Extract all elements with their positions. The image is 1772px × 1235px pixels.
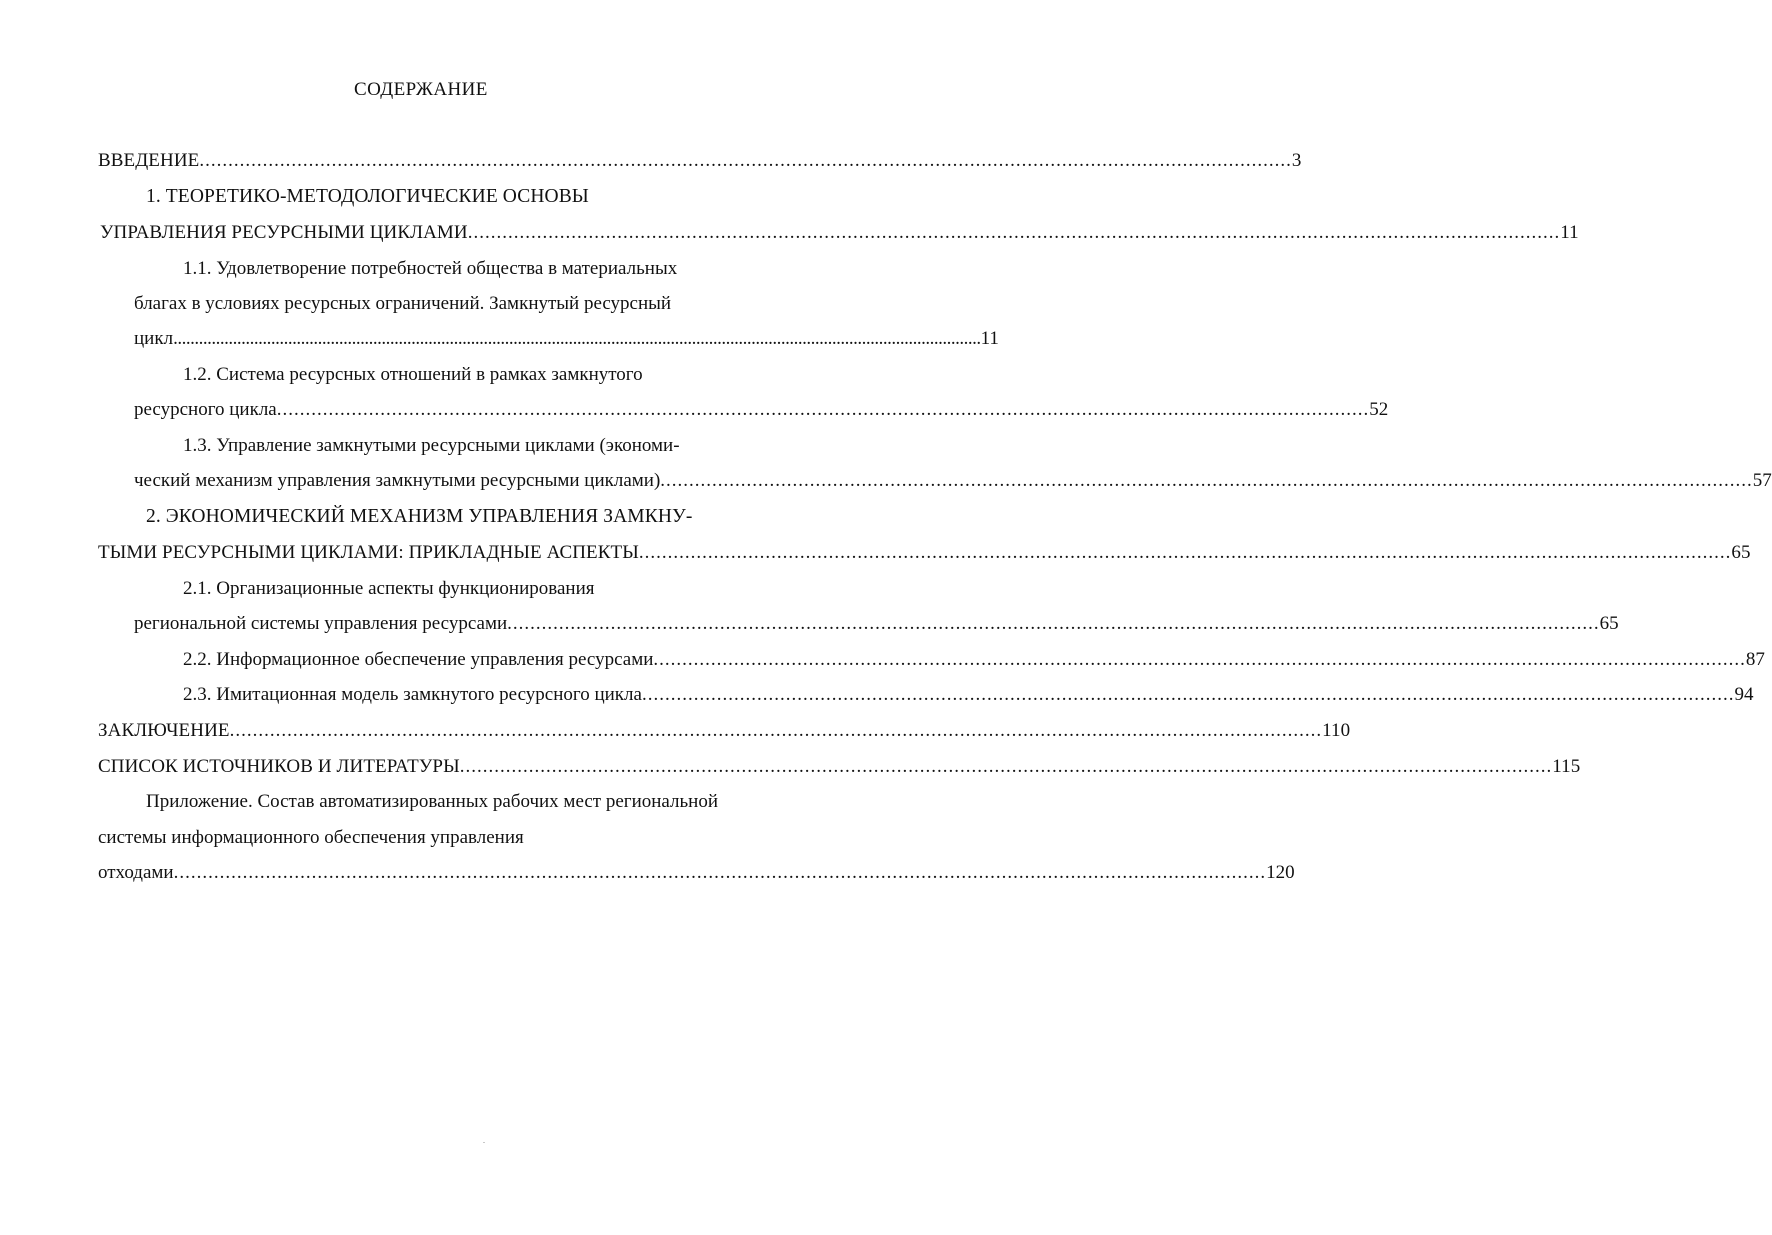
dot-leader: .............................................................................................................................................................................................. — [653, 649, 1746, 670]
scan-speck — [483, 1142, 485, 1143]
dot-leader: .............................................................................................................................................................................................. — [173, 862, 1267, 883]
toc-page-number: 11 — [1560, 222, 1579, 243]
toc-page-number: 65 — [1731, 542, 1751, 563]
toc-page-number: 57 — [1752, 470, 1772, 491]
toc-page-number: 87 — [1745, 649, 1765, 670]
dot-leader: .............................................................................................................................................................................................. — [641, 684, 1735, 705]
toc-entry-title: ческий механизм управления замкнутыми ресурсными циклами) — [134, 470, 661, 491]
toc-appendix-line-1: Приложение. Состав автоматизированных рабочих мест региональной — [146, 791, 718, 812]
toc-entry-title: цикл — [134, 328, 174, 349]
dot-leader: .............................................................................................................................................................................................. — [459, 756, 1553, 777]
toc-entry-section-2-2 — [183, 648, 1765, 672]
toc-page-number: 11 — [980, 328, 999, 349]
dot-leader: .............................................................................................................................................................................................. — [276, 399, 1370, 420]
toc-section-1-2-line-1: 1.2. Система ресурсных отношений в рамках замкнутого — [183, 364, 643, 385]
toc-page-number: 94 — [1734, 684, 1754, 705]
toc-entry-title: ВВЕДЕНИЕ — [98, 150, 200, 171]
dot-leader: .............................................................................................................................................................................................. — [199, 150, 1292, 171]
dot-leader: .............................................................................................................................................................................................. — [507, 613, 1600, 634]
toc-entry-appendix — [98, 861, 1295, 885]
toc-chapter-1-line-1: 1. ТЕОРЕТИКО-МЕТОДОЛОГИЧЕСКИЕ ОСНОВЫ — [146, 186, 589, 207]
dot-leader: .............................................................................................................................................................................................. — [173, 328, 981, 349]
toc-entry-conclusion — [98, 719, 1351, 743]
page-title: СОДЕРЖАНИЕ — [354, 79, 488, 100]
toc-entry-section-2-3 — [183, 683, 1754, 707]
toc-entry-section-1-1 — [134, 327, 999, 351]
toc-section-1-1-line-1: 1.1. Удовлетворение потребностей общества в материальных — [183, 258, 678, 279]
toc-entry-section-1-3 — [134, 469, 1772, 493]
toc-page-number: 110 — [1322, 720, 1351, 741]
toc-section-1-1-line-2: благах в условиях ресурсных ограничений. Замкнутый ресурсный — [134, 293, 672, 314]
dot-leader: .............................................................................................................................................................................................. — [638, 542, 1732, 563]
toc-appendix-line-2: системы информационного обеспечения управления — [98, 827, 524, 848]
toc-chapter-2-line-1: 2. ЭКОНОМИЧЕСКИЙ МЕХАНИЗМ УПРАВЛЕНИЯ ЗАМКНУ- — [146, 506, 693, 527]
toc-entry-title: региональной системы управления ресурсами — [134, 613, 508, 634]
toc-entry-sources — [98, 755, 1581, 779]
toc-entry-title: 2.2. Информационное обеспечение управления ресурсами — [183, 649, 654, 670]
dot-leader: .............................................................................................................................................................................................. — [467, 222, 1561, 243]
dot-leader: .............................................................................................................................................................................................. — [229, 720, 1323, 741]
toc-page-number: 115 — [1552, 756, 1581, 777]
toc-entry-title: ЗАКЛЮЧЕНИЕ — [98, 720, 230, 741]
toc-page-number: 3 — [1291, 150, 1302, 171]
toc-entry-title: ресурсного цикла — [134, 399, 277, 420]
toc-entry-chapter-2 — [98, 541, 1751, 565]
toc-entry-title: УПРАВЛЕНИЯ РЕСУРСНЫМИ ЦИКЛАМИ — [100, 222, 468, 243]
toc-entry-title: СПИСОК ИСТОЧНИКОВ И ЛИТЕРАТУРЫ — [98, 756, 460, 777]
toc-section-2-1-line-1: 2.1. Организационные аспекты функционирования — [183, 578, 595, 599]
toc-page-number: 65 — [1599, 613, 1619, 634]
toc-page-number: 120 — [1266, 862, 1295, 883]
toc-entry-section-2-1 — [134, 612, 1619, 636]
toc-entry-title: 2.3. Имитационная модель замкнутого ресурсного цикла — [183, 684, 642, 705]
toc-entry-chapter-1 — [100, 221, 1579, 245]
toc-entry-section-1-2 — [134, 398, 1389, 422]
toc-entry-title: ТЫМИ РЕСУРСНЫМИ ЦИКЛАМИ: ПРИКЛАДНЫЕ АСПЕКТЫ — [98, 542, 639, 563]
dot-leader: .............................................................................................................................................................................................. — [660, 470, 1753, 491]
toc-entry-intro — [98, 149, 1302, 173]
toc-page-number: 52 — [1369, 399, 1389, 420]
toc-entry-title: отходами — [98, 862, 174, 883]
toc-section-1-3-line-1: 1.3. Управление замкнутыми ресурсными циклами (экономи- — [183, 435, 680, 456]
